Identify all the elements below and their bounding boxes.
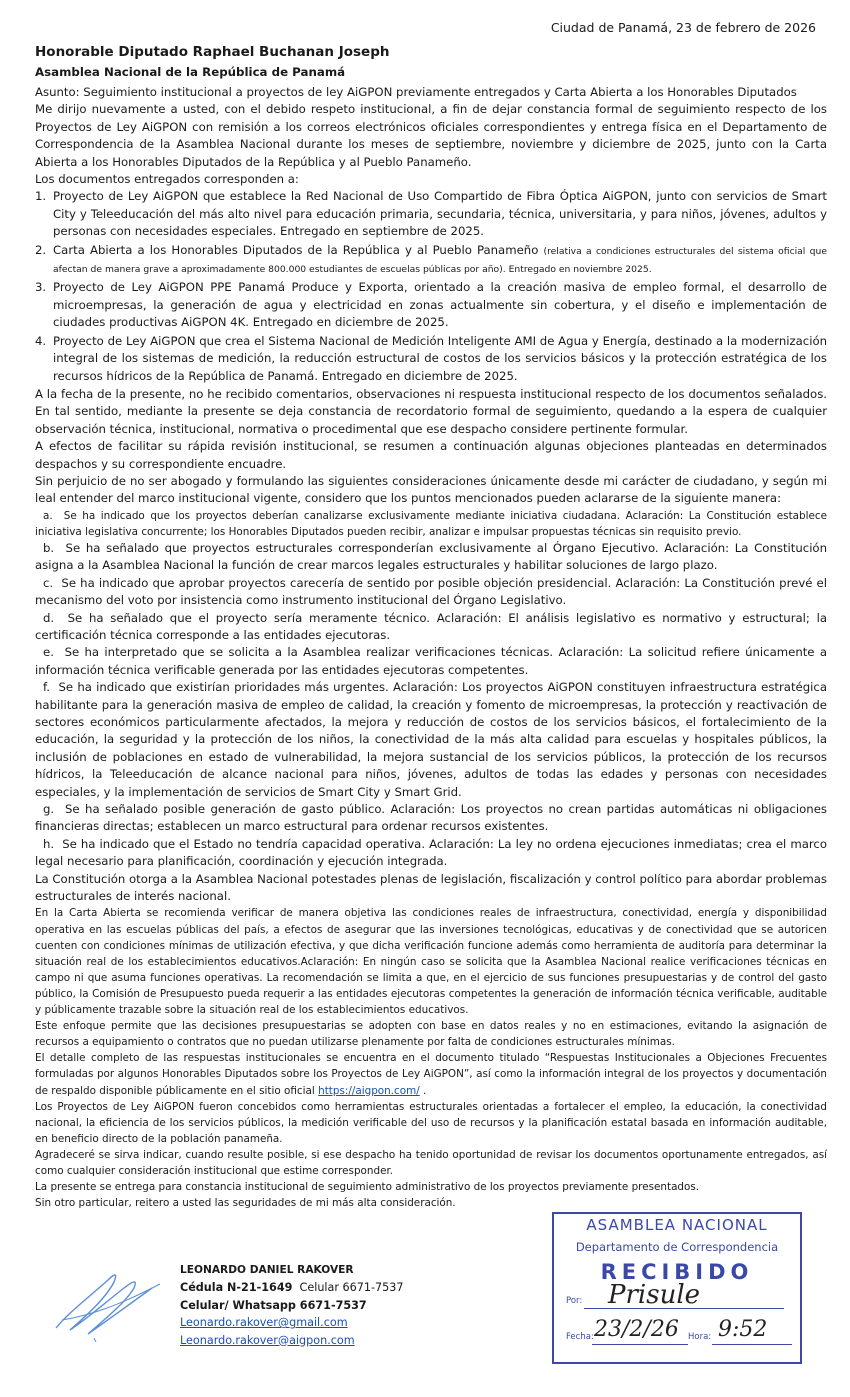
- constitution-paragraph: La Constitución otorga a la Asamblea Nacional potestades plenas de legislación, fiscalización y control político para abordar problemas estructurales de interés nacional.: [35, 871, 827, 904]
- signer-email-gmail[interactable]: Leonardo.rakover@gmail.com: [180, 1316, 348, 1330]
- objection-item: [35, 575, 827, 610]
- objection-letter: h.: [43, 836, 55, 851]
- objection-text: Se ha señalado posible generación de gasto público. Aclaración: Los proyectos no crean partidas automáticas ni obligaciones financieras directas; establecen un marco estructural para ordenar recursos existentes.: [35, 802, 827, 834]
- signer-email-aigpon[interactable]: Leonardo.rakover@aigpon.com: [180, 1333, 355, 1347]
- objection-letter: a.: [43, 509, 53, 522]
- objection-text: Se ha señalado que el proyecto sería meramente técnico. Aclaración: El análisis legislativo es normativo y estructural; la certificación técnica corresponde a las entidades ejecutoras.: [35, 610, 827, 642]
- signer-id-line: [180, 1279, 404, 1296]
- document-text: [53, 242, 827, 279]
- objection-item: [35, 540, 827, 575]
- stamp-hora-value: 9:52: [718, 1317, 768, 1342]
- signature-block: [180, 1262, 404, 1349]
- subject-line: Asunto: Seguimiento institucional a proyectos de ley AiGPON previamente entregados y Carta Abierta a los Honorables Diputados: [35, 85, 797, 99]
- stamp-fecha-value: 23/2/26: [594, 1317, 679, 1342]
- objection-item: [35, 801, 827, 836]
- objection-letter: g.: [43, 802, 55, 817]
- objection-text: Se ha indicado que el Estado no tendría capacidad operativa. Aclaración: La ley no ordena ejecuciones inmediatas; crea el marco legal necesario para planificación, coordinación y ejecución integrada.: [35, 836, 828, 869]
- stamp-hora-label: Hora:: [688, 1332, 712, 1342]
- signer-whatsapp: Celular/ Whatsapp 6671-7537: [180, 1298, 367, 1312]
- stamp-fecha-label: Fecha:: [566, 1332, 594, 1342]
- intro-paragraph: Me dirijo nuevamente a usted, con el debido respeto institucional, a fin de dejar constancia formal de seguimiento respecto de los Proyectos de Ley AiGPON con remisión a los correos electrónicos oficiales correspondientes y entrega física en el Departamento de Correspondencia de la Asamblea Nacional durante los meses de septiembre, noviembre y diciembre de 2025, junto con la Carta Abierta a los Honorables Diputados de la República y al Pueblo Panameño.: [35, 102, 827, 169]
- document-text: Proyecto de Ley AiGPON PPE Panamá Produce y Exporta, orientado a la creación masiva de empleo formal, el desarrollo de microempresas, la generación de agua y electricidad en zonas actualmente sin cobertura, y el diseño e implementación de ciudades productivas AiGPON 4K. Entregado en diciembre de 2025.: [53, 280, 827, 330]
- enfoque-paragraph: Este enfoque permite que las decisiones presupuestarias se adopten con base en datos reales y no en estimaciones, evitando la asignación de recursos a equipamiento o contratos que no puedan utilizarse plenamente por falta de condiciones estructurales mínimas.: [35, 1020, 827, 1049]
- objection-text: Se ha indicado que aprobar proyectos carecería de sentido por posible objeción presidencial. Aclaración: La Constitución prevé el mecanismo del voto por insistencia como instrumento institucional del Órgano Legislativo.: [35, 575, 827, 608]
- stamp-org: ASAMBLEA NACIONAL: [586, 1216, 768, 1234]
- recipient-org: Asamblea Nacional de la República de Panamá: [35, 65, 346, 79]
- objection-text: Se ha interpretado que se solicita a la Asamblea realizar verificaciones técnicas. Aclaración: La solicitud refiere únicamente a información técnica verificable generada por las entidades ejecutoras competentes.: [35, 645, 827, 677]
- objection-letter: b.: [43, 540, 55, 555]
- stamp-department: Departamento de Correspondencia: [575, 1240, 779, 1254]
- objection-letter: f.: [43, 680, 50, 695]
- disclaimer-paragraph: Sin perjuicio de no ser abogado y formulando las siguientes consideraciones únicamente desde mi carácter de ciudadano, y según mi leal entender del marco institucional vigente, considero que los puntos mencionados pueden aclararse de la siguiente manera:: [35, 473, 827, 506]
- stamp-por-value: Prisule: [608, 1280, 701, 1310]
- detalle-end: .: [419, 1084, 427, 1097]
- stamp-hora-line: [712, 1344, 792, 1345]
- handwritten-signature-icon: [48, 1258, 168, 1348]
- document-number: 2.: [35, 242, 47, 257]
- objection-text: Se ha indicado que existirían prioridades más urgentes. Aclaración: Los proyectos AiGPON constituyen infraestructura estratégica habilitante para la generación masiva de empleo de calidad, la creación y fomento de microempresas, la protección y reactivación de sectores económicos particularmente afectados, la mejora y reducción de costos de los servicios básicos, el fortalecimiento de la educación, la seguridad y la protección de los niños, la conectividad de la más alta calidad para escuelas y hospitales públicos, la inclusión de poblaciones en estado de vulnerabilidad, la mejora sustancial de los servicios públicos, la protección de los recursos hídricos, la Teleeducación de alcance nacional para niños, jóvenes, adultos de todas las edades y personas con necesidades especiales, y la implementación de servicios de Smart City y Smart Grid.: [35, 680, 827, 799]
- thanks-paragraph: Agradeceré se sirva indicar, cuando resulte posible, si ese despacho ha tenido oportunidad de revisar los documentos oportunamente entregados, así como cualquier consideración institucional que estime corresponder.: [35, 1148, 827, 1177]
- detalle-text: El detalle completo de las respuestas institucionales se encuentra en el documento titulado “Respuestas Institucionales a Objeciones Frecuentes formuladas por algunos Honorables Diputados sobre los Proyectos de Ley AiGPON”, así como la información integral de los proyectos y documentación de respaldo disponible públicamente en el sitio oficial: [35, 1052, 827, 1097]
- document-note: (relativa a condiciones estructurales del sistema oficial que afectan de manera grave a aproximadamente 800.000 estudiantes de escuelas públicas por año). Entregado en noviembre 2025.: [53, 245, 827, 276]
- document-text: Proyecto de Ley AiGPON que establece la Red Nacional de Uso Compartido de Fibra Óptica AiGPON, junto con servicios de Smart City y Teleeducación del más alto nivel para educación primaria, secundaria, técnica, universitaria, y para niños, jóvenes, adultos y personas con necesidades especiales. Entregado en septiembre de 2025.: [53, 189, 827, 239]
- objection-item: [35, 508, 827, 540]
- received-stamp: [552, 1212, 802, 1364]
- documents-list: [35, 188, 827, 384]
- documents-heading: Los documentos entregados corresponden a:: [35, 172, 299, 187]
- objection-letter: d.: [43, 610, 55, 625]
- stamp-fecha-line: [592, 1344, 688, 1345]
- official-site-link[interactable]: https://aigpon.com/: [318, 1084, 420, 1097]
- document-item: [35, 242, 827, 279]
- conceived-paragraph: Los Proyectos de Ley AiGPON fueron concebidos como herramientas estructurales orientadas a fortalecer el empleo, la educación, la conectividad nacional, la eficiencia de los servicios públicos, la medición verificable del uso de recursos y la planificación estatal basada en información auditable, en beneficio directo de la población panameña.: [35, 1100, 827, 1145]
- objection-item: [35, 644, 827, 679]
- detalle-paragraph: [35, 1050, 827, 1098]
- objection-letter: c.: [43, 575, 54, 590]
- document-title: Carta Abierta a los Honorables Diputados de la República y al Pueblo Panameño: [53, 242, 539, 257]
- no-response-paragraph: A la fecha de la presente, no he recibido comentarios, observaciones ni respuesta institucional respecto de los documentos señalados. En tal sentido, mediante la presente se deja constancia de recordatorio formal de seguimiento, quedando a la espera de cualquier observación técnica, institucional, normativa o procedimental que ese despacho considere pertinente formular.: [35, 386, 827, 436]
- document-item: [35, 188, 827, 240]
- document-number: 4.: [35, 333, 47, 348]
- summary-paragraph: A efectos de facilitar su rápida revisión institucional, se resumen a continuación algunas objeciones planteadas en determinados despachos y su correspondiente encuadre.: [35, 439, 827, 471]
- document-item: [35, 333, 827, 385]
- letter-body: [35, 84, 827, 1211]
- letter-date: Ciudad de Panamá, 23 de febrero de 2026: [550, 20, 816, 35]
- recipient-name: Honorable Diputado Raphael Buchanan Joseph: [35, 44, 390, 60]
- document-item: [35, 279, 827, 331]
- document-number: 1.: [35, 189, 47, 204]
- objection-item: [35, 610, 827, 645]
- signer-cedula: Cédula N-21-1649: [180, 1281, 293, 1295]
- objection-item: [35, 836, 827, 871]
- stamp-received: RECIBIDO: [600, 1260, 754, 1284]
- signer-name: LEONARDO DANIEL RAKOVER: [180, 1264, 354, 1276]
- objection-item: [35, 679, 827, 801]
- document-text: Proyecto de Ley AiGPON que crea el Sistema Nacional de Medición Inteligente AMI de Agua y Energía, destinado a la modernización integral de los sistemas de medición, la reducción estructural de costos de los servicios básicos y la protección estratégica de los recursos hídricos de la República de Panamá. Entregado en diciembre de 2025.: [53, 333, 827, 383]
- document-number: 3.: [35, 280, 47, 295]
- objection-text: Se ha indicado que los proyectos deberían canalizarse exclusivamente mediante iniciativa ciudadana. Aclaración: La Constitución establece iniciativa legislativa concurrente; los Honorables Diputados pueden recibir, analizar e impulsar propuestas técnicas sin requisito previo.: [35, 509, 827, 538]
- stamp-por-label: Por:: [566, 1296, 583, 1306]
- carta-paragraph: En la Carta Abierta se recomienda verificar de manera objetiva las condiciones reales de infraestructura, conectividad, energía y disponibilidad operativa en las escuelas públicas del país, a efectos de asegurar que las inversiones tecnológicas, educativas y de conectividad que se autoricen cuenten con condiciones mínimas de utilización efectiva, y que dicha verificación funcione además como herramienta de auditoría para determinar la situación real de los establecimientos educativos.Aclaración: En ningún caso se solicita que la Asamblea Nacional realice verificaciones técnicas en campo ni que asuma funciones operativas. La recomendación se limita a que, en el ejercicio de sus funciones presupuestarias y de control del gasto público, la Comisión de Presupuesto pueda requerir a las entidades ejecutoras competentes la generación de información técnica verificable, auditable y públicamente trazable sobre la situación real de los establecimientos educativos.: [35, 907, 827, 1017]
- delivery-paragraph: La presente se entrega para constancia institucional de seguimiento administrativo de los proyectos previamente presentados.: [35, 1181, 700, 1194]
- signer-phone: Celular 6671-7537: [299, 1281, 404, 1295]
- objection-text: Se ha señalado que proyectos estructurales corresponderían exclusivamente al Órgano Ejecutivo. Aclaración: La Constitución asigna a la Asamblea Nacional la función de crear marcos legales estructurales y habilitar soluciones de largo plazo.: [35, 540, 827, 573]
- objection-letter: e.: [43, 645, 54, 660]
- closing-line: Sin otro particular, reitero a usted las seguridades de mi más alta consideración.: [35, 1197, 456, 1210]
